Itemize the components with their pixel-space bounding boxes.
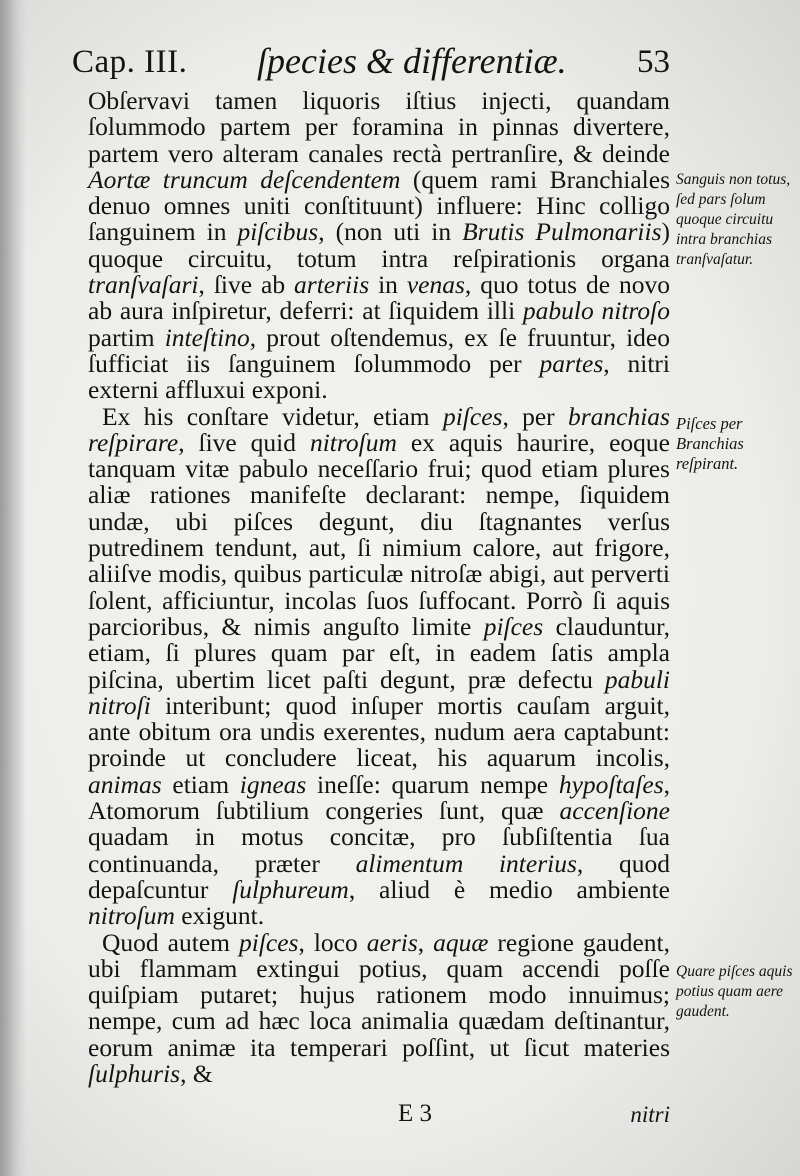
text-run: , ſive quid	[178, 427, 310, 457]
text-run: regione gaudent, ubi flammam extingui potius, quam accendi poſſe quiſpiam putaret; hujus rationem modo innuimus; nempe, cum ad hæc loca animalia quædam deſtinantur, eorum animæ ita temperari poſſint, ut ſicut materies	[88, 927, 670, 1062]
paragraph-2	[88, 401, 671, 931]
italic-text-run: nitroſum	[88, 901, 175, 931]
margin-note-blood-circulation: Sanguis non totus, ſed pars ſolum quoque circuitu intra branchias tranſvaſatur.	[676, 171, 791, 268]
text-run: , quod depaſcuntur	[88, 848, 670, 904]
text-run: (quem rami Branchiales denuo omnes uniti conſtituunt) influere: Hinc colligo ſanguinem in	[88, 164, 670, 247]
text-run: quadam in motus concitæ, pro ſubſiſtentia ſua continuanda, præter	[88, 822, 670, 878]
text-run: partim	[88, 322, 165, 352]
chapter-label: Cap. III.	[72, 44, 188, 80]
text-run: ineſſe: quarum nempe	[306, 769, 559, 799]
main-text-block	[88, 88, 670, 1087]
catchword: nitri	[630, 1102, 670, 1127]
italic-text-run: aquæ	[433, 927, 489, 957]
signature-mark: E 3	[398, 1100, 433, 1127]
italic-text-run: piſces	[483, 611, 544, 641]
italic-text-run: Aortæ truncum deſcendentem	[88, 164, 401, 194]
text-run: ,	[417, 927, 434, 957]
text-run: , ſive ab	[198, 270, 295, 300]
text-run: exigunt.	[174, 901, 265, 931]
text-run: ex aquis haurire, eoque tanquam vitæ pabulo neceſſario frui; quod etiam plures aliæ rationes manifeſte declarant: nempe, ſiquidem undæ, ubi piſces degunt, diu ſtagnantes verſus putredinem tendunt, aut, ſi nimium calore, aut frigore, aliiſve modis, quibus particulæ nitroſæ abigi, aut perverti ſolent, afficiuntur, incolas ſuos ſuffocant. Porrò ſi aquis parcioribus, & nimis anguſto limite	[88, 427, 670, 641]
text-run: Ex his conſtare videtur, etiam	[102, 401, 443, 431]
italic-text-run: venas	[406, 270, 465, 300]
text-run: clauduntur, etiam, ſi plures quam par eſt, in eadem ſatis ampla piſcina, ubertim licet paſti degunt, præ defectu	[88, 611, 670, 694]
text-run: interibunt; quod inſuper mortis cauſam arguit, ante obitum ora undis exerentes, nudum aera captabunt: proinde ut concludere liceat, his aquarum incolis,	[88, 690, 670, 773]
italic-text-run: branchias reſpirare	[88, 401, 670, 457]
margin-note-fish-respire: Piſces per Branchias reſpirant.	[676, 414, 744, 473]
italic-text-run: inteſtino	[164, 322, 250, 352]
italic-text-run: partes	[539, 348, 604, 378]
text-run: , per	[502, 401, 568, 431]
paragraph-3	[88, 927, 670, 1088]
page-number: 53	[637, 44, 670, 80]
italic-text-run: Brutis Pulmonariis	[462, 217, 662, 247]
text-run: , nitri externi affluxui exponi.	[88, 348, 670, 405]
italic-text-run: piſces	[442, 401, 503, 431]
italic-text-run: pabulo nitroſo	[522, 296, 670, 326]
italic-text-run: arteriis	[294, 270, 370, 300]
text-run: Obſervavi tamen liquoris iſtius injecti, quandam ſolummodo partem per foramina in pinnas divertere, partem vero alteram canales rectà pertranſire, & deinde	[88, 86, 670, 168]
italic-text-run: alimentum interius	[355, 848, 577, 878]
italic-text-run: piſcibus	[237, 217, 319, 247]
italic-text-run: aeris	[366, 927, 418, 957]
italic-text-run: ſulphureum	[232, 874, 349, 904]
italic-text-run: nitroſum	[309, 427, 397, 457]
italic-text-run: ſulphuris	[88, 1058, 181, 1088]
text-run: etiam	[161, 769, 240, 799]
italic-text-run: pabuli nitroſi	[88, 664, 670, 720]
italic-text-run: animas	[88, 769, 162, 799]
text-run: in	[369, 270, 407, 300]
italic-text-run: igneas	[239, 769, 307, 799]
italic-text-run: accenſione	[559, 796, 670, 826]
italic-text-run: hypoſtaſes	[558, 769, 664, 799]
italic-text-run: piſces	[238, 927, 299, 957]
text-run: , aliud è medio ambiente	[348, 874, 670, 904]
text-run: Quod autem	[102, 927, 239, 957]
italic-text-run: tranſvaſari	[88, 270, 199, 300]
paragraph-1	[88, 88, 670, 404]
text-run: , &	[180, 1058, 213, 1088]
page-footer	[88, 1100, 670, 1136]
text-run: , quo totus de novo ab aura inſpiretur, deferri: at ſiquidem illi	[88, 270, 670, 326]
margin-note-fish-water: Quare piſces aquis potius quam aere gaudent.	[676, 963, 793, 1020]
text-run: ) quoque circuitu, totum intra reſpirationis organa	[88, 217, 671, 273]
text-run: , loco	[298, 927, 367, 957]
page-spine-shadow	[0, 0, 26, 1176]
text-run: , prout oſtendemus, ex ſe fruuntur, ideo ſufficiat iis ſanguinem ſolummodo per	[88, 322, 670, 378]
text-run: , (non uti in	[318, 217, 463, 247]
text-run: , Atomorum ſubtilium congeries ſunt, quæ	[88, 769, 671, 826]
running-title: ſpecies & differentiæ.	[257, 41, 567, 81]
